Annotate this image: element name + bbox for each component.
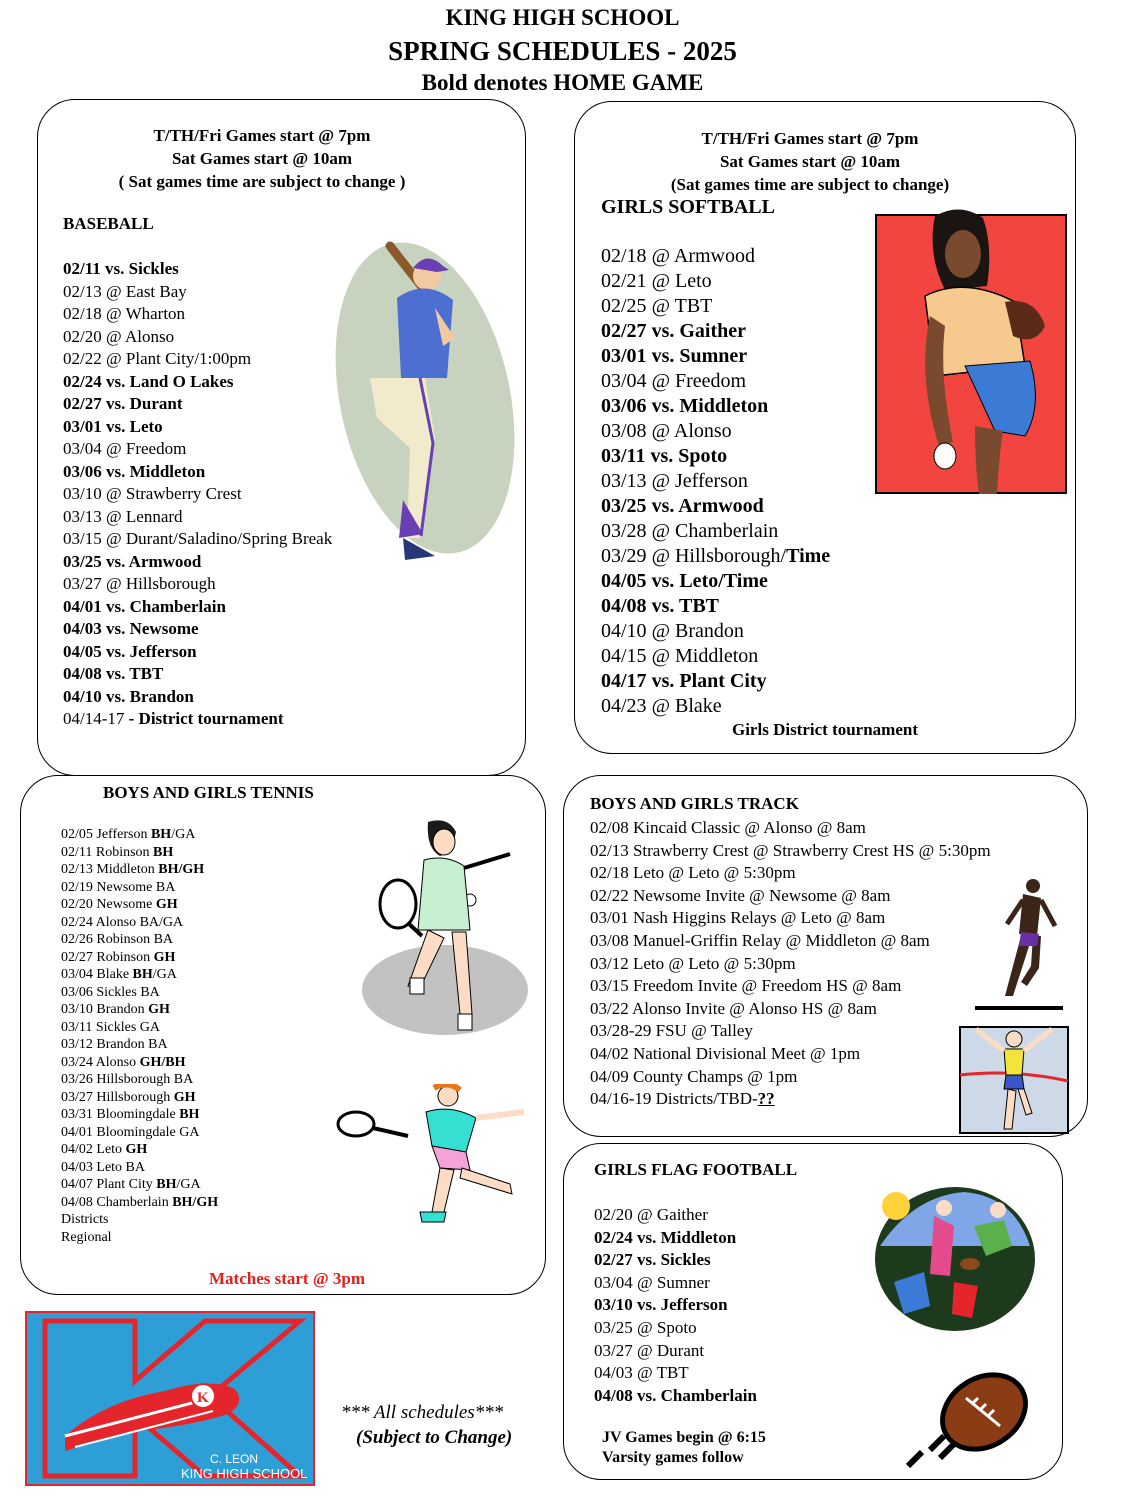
tennis-match-row xyxy=(61,1054,218,1072)
game-date: 03/25 xyxy=(63,551,106,571)
tennis-player-illustration xyxy=(336,1084,531,1226)
game-opponent: vs. Spoto xyxy=(650,445,728,467)
baseball-game-row xyxy=(63,528,332,551)
game-date: 02/20 xyxy=(594,1205,637,1224)
softball-schedule xyxy=(601,244,830,719)
match-home: BH xyxy=(179,1107,200,1122)
match-text: Districts xyxy=(61,1212,109,1227)
game-date: 04/10 xyxy=(63,686,106,706)
flag-football-schedule xyxy=(594,1204,757,1407)
game-opponent: vs. Middleton xyxy=(105,461,206,481)
tennis-match-row xyxy=(61,931,218,949)
tennis-match-row xyxy=(61,826,218,844)
softball-game-row xyxy=(601,269,830,294)
tennis-match-row xyxy=(61,861,218,879)
flag-football-game-row xyxy=(594,1249,757,1272)
tennis-match-row xyxy=(61,1124,218,1142)
softball-player-illustration xyxy=(875,206,1068,496)
baseball-game-row xyxy=(63,258,332,281)
track-meet-row xyxy=(590,998,991,1021)
game-date: 03/06 xyxy=(601,395,652,417)
softball-game-row xyxy=(601,469,830,494)
softball-footer: Girls District tournament xyxy=(731,720,919,739)
baseball-game-row xyxy=(63,281,332,304)
game-opponent: vs. Sickles xyxy=(636,1250,711,1270)
match-text: 03/26 Hillsborough BA xyxy=(61,1072,194,1087)
game-note: Time xyxy=(786,545,831,567)
game-opponent: @ Plant City/1:00pm xyxy=(105,349,252,368)
baseball-game-row xyxy=(63,303,332,326)
district-dates: 04/14-17 xyxy=(63,709,129,728)
softball-game-row xyxy=(601,594,830,619)
baseball-game-row xyxy=(63,348,332,371)
game-opponent: vs. TBT xyxy=(105,664,164,683)
game-date: 02/27 xyxy=(63,394,106,413)
track-meet-row xyxy=(590,975,991,998)
game-opponent: vs. Jefferson xyxy=(105,641,197,661)
softball-game-row xyxy=(601,344,830,369)
tennis-schedule xyxy=(61,826,218,1246)
baseball-game-row xyxy=(63,326,332,349)
match-text: 03/06 Sickles BA xyxy=(61,984,160,1000)
game-opponent: vs. Chamberlain xyxy=(636,1385,757,1405)
page-title: SPRING SCHEDULES - 2025 xyxy=(388,36,737,66)
match-home: GH/BH xyxy=(139,1054,186,1070)
game-opponent: @ Spoto xyxy=(636,1317,697,1337)
game-opponent: vs. Land O Lakes xyxy=(105,371,234,391)
tennis-match-row xyxy=(61,1071,218,1089)
tennis-match-row xyxy=(61,1001,218,1019)
match-away: /GA xyxy=(176,1177,201,1192)
softball-game-row xyxy=(601,644,830,669)
game-date: 03/25 xyxy=(601,495,652,517)
softball-game-row xyxy=(601,444,830,469)
match-home: BH xyxy=(153,844,174,860)
game-date: 04/23 xyxy=(601,695,652,717)
game-date: 02/24 xyxy=(594,1227,637,1247)
match-home: GH xyxy=(155,897,178,912)
game-opponent: @ Armwood xyxy=(651,245,755,267)
track-schedule xyxy=(590,817,991,1111)
logo-line2: KING HIGH SCHOOL xyxy=(181,1466,308,1481)
tennis-match-row xyxy=(61,914,218,932)
match-away: /GA xyxy=(171,827,196,842)
match-home: GH xyxy=(148,1002,170,1017)
game-date: 03/25 xyxy=(594,1317,637,1337)
track-meet-row xyxy=(590,930,991,953)
softball-time-line: (Sat games time are subject to change) xyxy=(670,175,950,194)
game-opponent: @ Freedom xyxy=(105,439,187,458)
game-opponent: vs. Sumner xyxy=(651,345,748,367)
softball-game-row xyxy=(601,244,830,269)
tennis-footer: Matches start @ 3pm xyxy=(208,1269,366,1288)
schedules-note: *** All schedules*** xyxy=(341,1402,504,1423)
baseball-heading: BASEBALL xyxy=(63,214,154,233)
match-text: 02/13 Middleton xyxy=(61,862,159,877)
page-subtitle: Bold denotes HOME GAME xyxy=(421,70,704,95)
match-home: GH xyxy=(125,1142,148,1157)
game-date: 02/11 xyxy=(63,259,106,278)
game-opponent: vs. Armwood xyxy=(105,551,202,571)
meet-text: 04/16-19 Districts/TBD- xyxy=(590,1089,758,1109)
tennis-heading: BOYS AND GIRLS TENNIS xyxy=(103,783,314,802)
game-opponent: vs. Leto xyxy=(105,416,163,436)
match-text: 02/26 Robinson BA xyxy=(61,932,174,947)
tennis-match-row xyxy=(61,984,218,1002)
game-date: 03/08 xyxy=(601,420,652,442)
game-opponent: @ Brandon xyxy=(651,620,744,642)
game-opponent: vs. Jefferson xyxy=(636,1295,728,1315)
game-opponent: @ Alonso xyxy=(105,326,175,346)
track-meet-row xyxy=(590,862,991,885)
match-text: 03/31 Bloomingdale xyxy=(61,1107,180,1122)
softball-game-row xyxy=(601,544,830,569)
game-date: 02/13 xyxy=(63,281,106,301)
game-date: 02/18 xyxy=(601,245,652,267)
match-text: 03/11 Sickles GA xyxy=(61,1019,161,1035)
baseball-game-row xyxy=(63,371,332,394)
game-opponent: @ Durant/Saladino/Spring Break xyxy=(105,529,333,548)
jv-note: JV Games begin @ 6:15 xyxy=(602,1429,766,1446)
match-text: 04/01 Bloomingdale GA xyxy=(61,1124,200,1140)
game-date: 03/04 xyxy=(63,439,106,458)
baseball-game-row xyxy=(63,551,332,574)
track-meet-row xyxy=(590,1020,991,1043)
game-date: 04/03 xyxy=(63,619,106,638)
game-date: 03/27 xyxy=(63,574,106,593)
baseball-game-row xyxy=(63,461,332,484)
match-text: 02/27 Robinson xyxy=(61,949,154,965)
baseball-game-row xyxy=(63,393,332,416)
game-date: 04/01 xyxy=(63,596,106,616)
game-date: 03/27 xyxy=(594,1340,637,1360)
match-text: 04/02 Leto xyxy=(61,1142,126,1157)
logo-badge-letter: K xyxy=(197,1390,209,1406)
game-opponent: @ Middleton xyxy=(651,645,759,667)
game-opponent: vs. Middleton xyxy=(651,395,769,417)
match-text: 03/27 Hillsborough xyxy=(61,1089,174,1105)
match-text: 03/04 Blake xyxy=(61,967,133,982)
game-opponent: @ TBT xyxy=(651,295,713,317)
game-date: 02/20 xyxy=(63,326,106,346)
baseball-game-row xyxy=(63,596,332,619)
track-meet-row xyxy=(590,817,991,840)
tennis-match-row xyxy=(61,844,218,862)
softball-game-row xyxy=(601,519,830,544)
match-home: BH xyxy=(156,1177,177,1192)
game-date: 03/01 xyxy=(63,416,106,436)
varsity-note: Varsity games follow xyxy=(602,1449,744,1466)
game-opponent: vs. Newsome xyxy=(105,619,199,638)
baseball-game-row xyxy=(63,641,332,664)
match-text: 04/03 Leto BA xyxy=(61,1159,145,1175)
logo-line1: C. LEON xyxy=(210,1452,259,1466)
meet-text: 02/22 Newsome Invite @ Newsome @ 8am xyxy=(590,885,891,905)
match-home: GH xyxy=(173,1089,196,1105)
softball-game-row xyxy=(601,494,830,519)
match-text: 02/05 Jefferson xyxy=(61,827,151,842)
game-opponent: vs. Chamberlain xyxy=(105,596,226,616)
game-opponent: @ Leto xyxy=(651,270,712,292)
softball-game-row xyxy=(601,569,830,594)
meet-text: 02/13 Strawberry Crest @ Strawberry Crest HS @ 5:30pm xyxy=(590,840,991,860)
flag-football-game-row xyxy=(594,1227,757,1250)
match-home: BH xyxy=(150,827,172,842)
game-date: 04/15 xyxy=(601,645,652,667)
baseball-time-line: ( Sat games time are subject to change ) xyxy=(118,172,406,191)
softball-game-row xyxy=(601,319,830,344)
baseball-game-row xyxy=(63,483,332,506)
tennis-match-row xyxy=(61,1036,218,1054)
game-opponent: @ Hillsborough/ xyxy=(651,545,787,567)
game-date: 03/10 xyxy=(594,1295,637,1315)
softball-game-row xyxy=(601,369,830,394)
flag-football-players-illustration xyxy=(874,1186,1036,1332)
meet-text: 03/12 Leto @ Leto @ 5:30pm xyxy=(590,953,796,973)
tennis-match-row xyxy=(61,1019,218,1037)
tennis-match-row xyxy=(61,966,218,984)
game-date: 02/27 xyxy=(594,1250,637,1270)
softball-game-row xyxy=(601,694,830,719)
tennis-match-row xyxy=(61,1229,218,1247)
track-meet-row xyxy=(590,953,991,976)
tennis-match-row xyxy=(61,896,218,914)
school-logo xyxy=(25,1311,315,1486)
match-text: 02/19 Newsome BA xyxy=(61,879,176,895)
tennis-match-row xyxy=(61,1194,218,1212)
subject-to-change-note: (Subject to Change) xyxy=(356,1427,513,1448)
game-date: 02/22 xyxy=(63,349,106,368)
match-text: 03/10 Brandon xyxy=(61,1002,149,1017)
flag-football-game-row xyxy=(594,1385,757,1408)
game-opponent: @ Durant xyxy=(636,1340,705,1360)
meet-note: ?? xyxy=(757,1089,775,1109)
flag-football-game-row xyxy=(594,1362,757,1385)
baseball-game-row xyxy=(63,573,332,596)
match-home: BH xyxy=(132,967,153,982)
game-opponent: @ Strawberry Crest xyxy=(105,484,242,503)
tennis-match-row xyxy=(61,1089,218,1107)
game-date: 03/13 xyxy=(63,506,106,526)
match-text: 04/07 Plant City xyxy=(61,1177,157,1192)
softball-time-line: T/TH/Fri Games start @ 7pm xyxy=(701,129,919,148)
tennis-match-row xyxy=(61,1141,218,1159)
baseball-schedule xyxy=(63,258,332,731)
game-date: 03/10 xyxy=(63,484,106,503)
flag-football-game-row xyxy=(594,1204,757,1227)
game-opponent: @ East Bay xyxy=(105,281,187,301)
baseball-game-row xyxy=(63,438,332,461)
track-meet-row xyxy=(590,1088,991,1111)
game-date: 02/27 xyxy=(601,320,652,342)
tennis-match-row xyxy=(61,1106,218,1124)
baseball-game-row xyxy=(63,663,332,686)
game-date: 04/05 xyxy=(63,641,106,661)
game-date: 02/24 xyxy=(63,371,106,391)
meet-text: 03/15 Freedom Invite @ Freedom HS @ 8am xyxy=(590,976,902,996)
softball-times xyxy=(600,127,1020,196)
game-opponent: vs. Sickles xyxy=(105,259,179,278)
match-home: BH/GH xyxy=(172,1194,219,1210)
softball-game-row xyxy=(601,669,830,694)
game-date: 03/13 xyxy=(601,470,652,492)
track-meet-row xyxy=(590,1043,991,1066)
meet-text: 03/01 Nash Higgins Relays @ Leto @ 8am xyxy=(590,908,886,928)
game-date: 04/08 xyxy=(601,595,652,617)
softball-time-line: Sat Games start @ 10am xyxy=(719,152,901,171)
flag-football-game-row xyxy=(594,1340,757,1363)
logo-letter: K xyxy=(30,1339,31,1340)
meet-text: 03/22 Alonso Invite @ Alonso HS @ 8am xyxy=(590,998,877,1018)
game-opponent: vs. Plant City xyxy=(651,670,767,692)
match-home: GH xyxy=(153,949,176,965)
baseball-player-illustration xyxy=(325,238,515,563)
game-opponent: @ Gaither xyxy=(636,1205,708,1224)
track-meet-row xyxy=(590,907,991,930)
track-meet-row xyxy=(590,840,991,863)
game-date: 03/11 xyxy=(601,445,651,467)
tennis-match-row xyxy=(61,879,218,897)
match-text: 02/24 Alonso BA/GA xyxy=(61,914,184,930)
game-date: 02/21 xyxy=(601,270,652,292)
game-opponent: @ Hillsborough xyxy=(105,574,216,593)
baseball-district-row xyxy=(63,708,332,731)
game-opponent: @ Blake xyxy=(651,695,722,717)
flag-football-heading: GIRLS FLAG FOOTBALL xyxy=(594,1160,798,1179)
baseball-time-line: Sat Games start @ 10am xyxy=(171,149,353,168)
game-opponent: vs. Armwood xyxy=(651,495,764,517)
flag-football-game-row xyxy=(594,1272,757,1295)
softball-game-row xyxy=(601,294,830,319)
game-opponent: @ Lennard xyxy=(105,506,183,526)
game-date: 03/28 xyxy=(601,520,652,542)
game-date: 04/03 xyxy=(594,1363,637,1383)
softball-game-row xyxy=(601,619,830,644)
tennis-player-illustration xyxy=(360,818,530,1046)
game-date: 02/25 xyxy=(601,295,652,317)
tennis-match-row xyxy=(61,1211,218,1229)
tennis-match-row xyxy=(61,949,218,967)
meet-text: 03/28-29 FSU @ Talley xyxy=(590,1021,753,1041)
game-date: 04/17 xyxy=(601,670,652,692)
game-date: 03/29 xyxy=(601,545,652,567)
meet-text: 03/08 Manuel-Griffin Relay @ Middleton @ 8am xyxy=(590,930,930,950)
tennis-match-row xyxy=(61,1159,218,1177)
baseball-game-row xyxy=(63,686,332,709)
match-text: Regional xyxy=(61,1229,112,1245)
game-opponent: vs. TBT xyxy=(651,595,720,617)
game-opponent: vs. Gaither xyxy=(651,320,746,342)
game-opponent: @ Freedom xyxy=(651,370,747,392)
game-date: 02/18 xyxy=(63,304,106,323)
meet-text: 02/08 Kincaid Classic @ Alonso @ 8am xyxy=(590,818,866,837)
match-text: 02/11 Robinson xyxy=(61,844,154,860)
baseball-game-row xyxy=(63,618,332,641)
match-text: 02/20 Newsome xyxy=(61,897,156,912)
match-text: 03/12 Brandon BA xyxy=(61,1037,168,1052)
tennis-match-row xyxy=(61,1176,218,1194)
track-meet-row xyxy=(590,885,991,908)
game-date: 04/05 xyxy=(601,570,652,592)
district-label: - District tournament xyxy=(128,709,284,728)
game-opponent: vs. Brandon xyxy=(105,686,194,706)
softball-heading: GIRLS SOFTBALL xyxy=(601,196,775,218)
baseball-time-line: T/TH/Fri Games start @ 7pm xyxy=(153,126,371,145)
meet-text: 02/18 Leto @ Leto @ 5:30pm xyxy=(590,863,796,883)
game-opponent: @ TBT xyxy=(636,1363,689,1383)
match-text: 03/24 Alonso xyxy=(61,1054,140,1070)
match-away: /GA xyxy=(152,967,177,982)
game-opponent: vs. Leto/Time xyxy=(651,570,768,592)
game-opponent: vs. Middleton xyxy=(636,1227,737,1247)
track-heading: BOYS AND GIRLS TRACK xyxy=(590,794,799,813)
baseball-game-row xyxy=(63,416,332,439)
track-meet-row xyxy=(590,1066,991,1089)
game-date: 03/06 xyxy=(63,461,106,481)
game-opponent: @ Sumner xyxy=(636,1272,710,1292)
softball-game-row xyxy=(601,419,830,444)
game-date: 03/04 xyxy=(601,370,652,392)
flag-football-game-row xyxy=(594,1294,757,1317)
game-opponent: @ Alonso xyxy=(651,420,732,442)
school-name: KING HIGH SCHOOL xyxy=(445,5,680,30)
baseball-times xyxy=(37,124,487,193)
game-date: 03/01 xyxy=(601,345,652,367)
baseball-game-row xyxy=(63,506,332,529)
finish-line-runner-illustration xyxy=(958,1025,1070,1137)
flag-football-game-row xyxy=(594,1317,757,1340)
game-date: 04/08 xyxy=(594,1385,637,1405)
match-home: BH/GH xyxy=(158,862,205,877)
meet-text: 04/09 County Champs @ 1pm xyxy=(590,1066,798,1086)
game-date: 04/10 xyxy=(601,620,652,642)
game-opponent: vs. Durant xyxy=(105,394,183,413)
football-illustration xyxy=(900,1366,1030,1472)
match-text: 04/08 Chamberlain xyxy=(61,1194,173,1210)
game-date: 03/04 xyxy=(594,1272,637,1292)
softball-game-row xyxy=(601,394,830,419)
meet-text: 04/02 National Divisional Meet @ 1pm xyxy=(590,1043,861,1063)
game-date: 03/15 xyxy=(63,529,106,548)
runner-illustration xyxy=(975,876,1065,1012)
game-opponent: @ Wharton xyxy=(105,304,186,323)
game-opponent: @ Chamberlain xyxy=(651,520,779,542)
game-opponent: @ Jefferson xyxy=(651,470,748,492)
game-date: 04/08 xyxy=(63,664,106,683)
